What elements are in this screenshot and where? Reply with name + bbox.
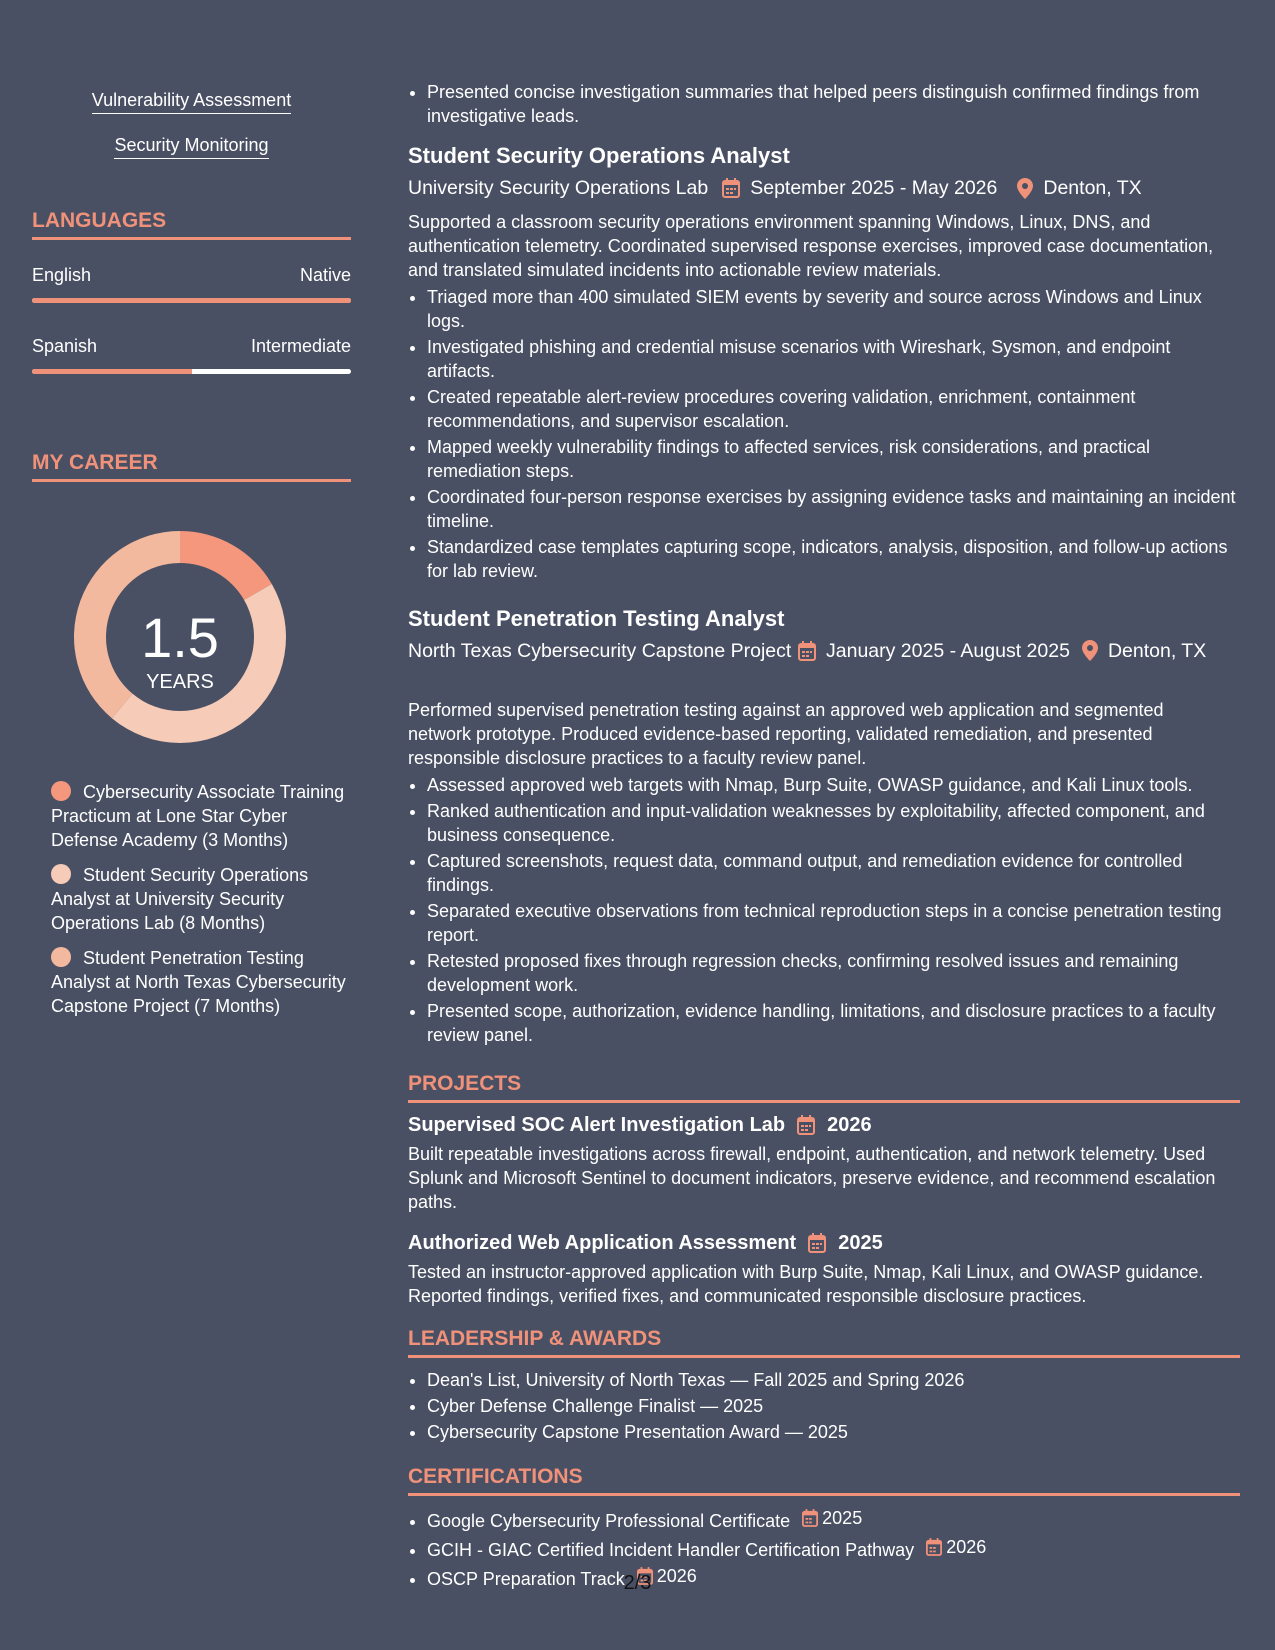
skill-tag-security-monitoring[interactable]: Security Monitoring: [114, 134, 268, 159]
language-proficiency-bar: [32, 298, 351, 303]
bullet-item: • Mapped weekly vulnerability findings to affected services, risk considerations, and practical remediation steps.: [427, 435, 1237, 483]
job-location: [1082, 639, 1206, 663]
skill-tag-vulnerability-assessment[interactable]: Vulnerability Assessment: [92, 89, 291, 114]
bullet-item: • Standardized case templates capturing scope, indicators, analysis, disposition, and follow-up actions for lab review.: [427, 535, 1237, 583]
job-title: Student Security Operations Analyst: [408, 143, 790, 168]
certification-year: 2025: [822, 1508, 863, 1528]
career-legend-item: [51, 946, 351, 1018]
career-donut-chart: [32, 524, 351, 750]
career-total-value: 1.5: [141, 606, 219, 669]
career-legend-text: Cybersecurity Associate Training Practicum at Lone Star Cyber Defense Academy (3 Months): [51, 782, 345, 850]
certification-year: 2026: [946, 1537, 987, 1557]
project-title: Authorized Web Application Assessment: [408, 1232, 797, 1254]
calendar-icon: [722, 178, 740, 198]
job-dates: [722, 176, 997, 200]
job-description: Performed supervised penetration testing against an approved web application and segmented network prototype. Produced evidence-based reporting, validated remediation, and presented responsible disclosure practices to a faculty review panel.: [408, 700, 1164, 768]
job-description: Supported a classroom security operations environment spanning Windows, Linux, DNS, and authentication telemetry. Coordinated supervised response exercises, improved case documentation, and translated simulated incidents into actionable review materials.: [408, 212, 1214, 280]
previous-job-bullets: [408, 80, 1237, 130]
legend-dot-icon: [51, 947, 71, 967]
certification-item: [427, 1535, 1237, 1562]
calendar-icon: [802, 1509, 818, 1527]
leadership-list: [408, 1368, 1237, 1446]
language-level: Intermediate: [250, 336, 351, 356]
language-level: Native: [299, 265, 351, 285]
language-name: Spanish: [32, 336, 98, 356]
calendar-icon: [798, 641, 816, 661]
languages-heading: LANGUAGES: [32, 209, 351, 240]
job-title: Student Penetration Testing Analyst: [408, 606, 785, 631]
project-title-row: [408, 1230, 883, 1256]
leadership-heading: LEADERSHIP & AWARDS: [408, 1327, 1240, 1358]
bullet-item: • Presented concise investigation summaries that helped peers distinguish confirmed findings from investigative leads.: [427, 80, 1237, 128]
job-bullets: [408, 773, 1237, 1049]
project-title: Supervised SOC Alert Investigation Lab: [408, 1114, 786, 1136]
language-spanish: [32, 335, 351, 374]
job-dates-text: September 2025 - May 2026: [750, 177, 998, 199]
career-donut-svg: [32, 524, 351, 750]
job-meta: [408, 176, 1142, 200]
career-total-unit: YEARS: [146, 671, 214, 693]
sidebar: [32, 0, 351, 1029]
legend-dot-icon: [51, 781, 71, 801]
job-location-text: Denton, TX: [1043, 177, 1142, 199]
certification-name: Google Cybersecurity Professional Certificate: [427, 1511, 791, 1531]
calendar-icon: [808, 1233, 826, 1253]
job-org: University Security Operations Lab: [408, 177, 709, 199]
language-proficiency-fill: [32, 298, 351, 303]
location-pin-icon: [1082, 640, 1098, 661]
award-item: • Dean's List, University of North Texas — Fall 2025 and Spring 2026: [427, 1368, 1237, 1392]
bullet-item: • Coordinated four-person response exercises by assigning evidence tasks and maintaining an incident timeline.: [427, 485, 1237, 533]
bullet-item: • Created repeatable alert-review procedures covering validation, enrichment, containment recommendations, and supervisor escalation.: [427, 385, 1237, 433]
legend-dot-icon: [51, 864, 71, 884]
bullet-item: • Separated executive observations from technical reproduction steps in a concise penetration testing report.: [427, 899, 1237, 947]
certification-name: OSCP Preparation Track: [427, 1569, 625, 1589]
job-dates: [798, 639, 1070, 663]
bullet-item: • Assessed approved web targets with Nmap, Burp Suite, OWASP guidance, and Kali Linux tools.: [427, 773, 1237, 797]
bullet-item: • Triaged more than 400 simulated SIEM events by severity and source across Windows and Linux logs.: [427, 285, 1237, 333]
language-proficiency-fill: [32, 369, 192, 374]
projects-heading: PROJECTS: [408, 1072, 1240, 1103]
career-legend: [32, 780, 351, 1018]
job-location-text: Denton, TX: [1107, 640, 1207, 662]
bullet-item: • Retested proposed fixes through regression checks, confirming resolved issues and remaining development work.: [427, 949, 1237, 997]
project-description: Tested an instructor-approved application with Burp Suite, Nmap, Kali Linux, and OWASP guidance. Reported findings, verified fixes, and communicated responsible disclosure practices.: [408, 1262, 1204, 1306]
language-english: [32, 264, 351, 303]
project-title-row: [408, 1112, 872, 1138]
bullet-item: • Presented scope, authorization, evidence handling, limitations, and disclosure practices to a faculty review panel.: [427, 999, 1237, 1047]
certification-year: 2026: [656, 1566, 697, 1586]
project-year: 2026: [827, 1114, 872, 1136]
career-donut-slice: [180, 531, 272, 600]
project-description: Built repeatable investigations across firewall, endpoint, authentication, and network telemetry. Used Splunk and Microsoft Sentinel to document indicators, preserve evidence, and recommend escalation paths.: [408, 1144, 1216, 1212]
career-legend-text: Student Penetration Testing Analyst at North Texas Cybersecurity Capstone Project (7 Months): [51, 948, 346, 1016]
calendar-icon: [926, 1538, 942, 1556]
page-number: 2/3: [623, 1572, 652, 1594]
job-meta: [408, 639, 1240, 663]
calendar-icon: [797, 1115, 815, 1135]
career-legend-item: [51, 863, 351, 935]
location-pin-icon: [1017, 178, 1033, 199]
project-year: 2025: [838, 1232, 883, 1254]
award-item: • Cyber Defense Challenge Finalist — 2025: [427, 1394, 1237, 1418]
job-org: North Texas Cybersecurity Capstone Project: [408, 640, 792, 662]
bullet-item: • Ranked authentication and input-validation weaknesses by exploitability, affected component, and business consequence.: [427, 799, 1237, 847]
job-bullets: [408, 285, 1237, 585]
bullet-item: • Investigated phishing and credential misuse scenarios with Wireshark, Sysmon, and endpoint artifacts.: [427, 335, 1237, 383]
award-item: • Cybersecurity Capstone Presentation Award — 2025: [427, 1420, 1237, 1444]
career-legend-text: Student Security Operations Analyst at University Security Operations Lab (8 Months): [51, 865, 309, 933]
job-dates-text: January 2025 - August 2025: [826, 640, 1070, 662]
career-legend-item: [51, 780, 351, 852]
certification-item: [427, 1506, 1237, 1533]
job-location: [1017, 176, 1141, 200]
certification-name: GCIH - GIAC Certified Incident Handler Certification Pathway: [427, 1540, 915, 1560]
certifications-heading: CERTIFICATIONS: [408, 1465, 1240, 1496]
career-heading: MY CAREER: [32, 451, 351, 482]
bullet-item: • Captured screenshots, request data, command output, and remediation evidence for controlled findings.: [427, 849, 1237, 897]
language-name: English: [32, 265, 92, 285]
language-proficiency-bar: [32, 369, 351, 374]
